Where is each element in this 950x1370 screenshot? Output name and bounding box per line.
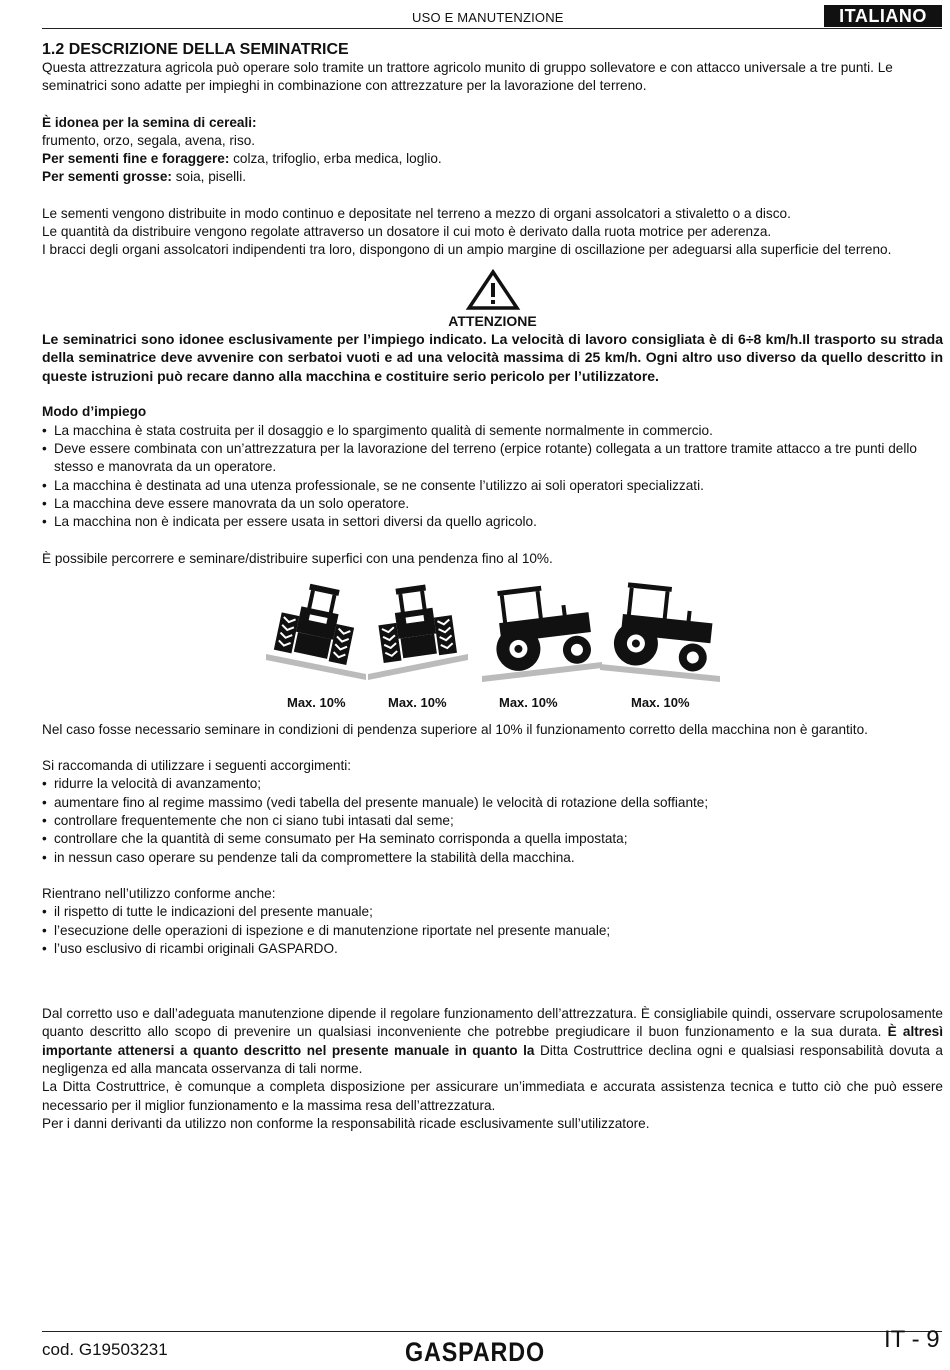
slope-paragraph: È possibile percorrere e seminare/distribuire superfici con una pendenza fino al 10%. xyxy=(42,550,553,566)
warning-block xyxy=(42,270,943,330)
closing-bold-text: È altresì importante attenersi a quanto descritto nel presente manuale in quanto la xyxy=(42,1024,943,1058)
list-item: • l’uso esclusivo di ricambi originali GASPARDO. xyxy=(42,940,943,958)
closing-paragraph-1 xyxy=(42,1005,943,1078)
slope-label: Max. 10% xyxy=(499,694,558,710)
list-item: • Deve essere combinata con un’attrezzatura per la lavorazione del terreno (erpice rotante) collegata a un trattore tramite attacco a tre punti dello stesso e manovrata da un operatore. xyxy=(42,440,943,477)
distribution-line-1: Le sementi vengono distribuite in modo continuo e depositate nel terreno a mezzo di organi assolcatori a stivaletto o a disco. xyxy=(42,205,791,221)
language-badge: ITALIANO xyxy=(824,5,942,27)
large-seeds-list: soia, piselli. xyxy=(171,169,246,185)
slope-label: Max. 10% xyxy=(287,694,346,710)
header-divider xyxy=(42,28,942,29)
distribution-line-2: Le quantità da distribuire vengono regolate attraverso un dosatore il cui moto è derivato dalla ruota motrice per aderenza. xyxy=(42,224,772,240)
recommend-heading: Si raccomanda di utilizzare i seguenti accorgimenti: xyxy=(42,758,352,774)
list-item: • La macchina è destinata ad una utenza professionale, se ne consente l’utilizzo ai soli operatori specializzati. xyxy=(42,477,943,495)
list-item: • controllare frequentemente che non ci siano tubi intasati dal seme; xyxy=(42,812,943,830)
list-item: • in nessun caso operare su pendenze tali da compromettere la stabilità della macchina. xyxy=(42,849,943,867)
large-seeds-label: Per sementi grosse: xyxy=(42,169,172,185)
slope-label: Max. 10% xyxy=(388,694,447,710)
cereals-heading: È idonea per la semina di cereali: xyxy=(42,114,257,130)
gaspardo-logo xyxy=(405,1336,547,1366)
tractor-side-slope-icon xyxy=(482,584,602,684)
list-item: • La macchina non è indicata per essere usata in settori diversi da quello agricolo. xyxy=(42,513,943,531)
list-item: • La macchina è stata costruita per il dosaggio e lo spargimento qualità di semente normalmente in commercio. xyxy=(42,422,943,440)
slope-illustrations xyxy=(42,584,943,712)
header-section-label: USO E MANUTENZIONE xyxy=(412,10,564,25)
steep-slope-paragraph: Nel caso fosse necessario seminare in condizioni di pendenza superiore al 10% il funzionamento corretto della macchina non è garantito. xyxy=(42,721,868,737)
list-item: • La macchina deve essere manovrata da un solo operatore. xyxy=(42,495,943,513)
tractor-front-slope-icon xyxy=(266,584,366,684)
distribution-line-3: I bracci degli organi assolcatori indipendenti tra loro, dispongono di un ampio margine di oscillazione per adeguarsi alla superficie del terreno. xyxy=(42,242,892,258)
tractor-side-slope-icon xyxy=(600,584,720,684)
recommend-list xyxy=(42,775,943,866)
list-item: • aumentare fino al regime massimo (vedi tabella del presente manuale) le velocità di rotazione della soffiante; xyxy=(42,794,943,812)
warning-triangle-icon xyxy=(467,270,519,310)
conform-heading: Rientrano nell’utilizzo conforme anche: xyxy=(42,885,276,901)
page-number: IT - 9 xyxy=(884,1326,940,1353)
svg-text:GASPARDO: GASPARDO xyxy=(405,1337,545,1367)
tractor-front-slope-icon xyxy=(368,584,468,684)
page-content xyxy=(42,40,943,1133)
fine-seeds-list: colza, trifoglio, erba medica, loglio. xyxy=(229,151,442,167)
closing-paragraph-2: La Ditta Costruttrice, è comunque a completa disposizione per assicurare un’immediata e accurata assistenza tecnica e tutto ciò che può essere necessario per il miglior funzionamento e la massima resa dell’attrezzatura. xyxy=(42,1079,943,1113)
document-code: cod. G19503231 xyxy=(42,1340,168,1359)
fine-seeds-label: Per sementi fine e foraggere: xyxy=(42,151,230,167)
footer-divider xyxy=(42,1331,942,1332)
warning-text: Le seminatrici sono idonee esclusivamente per l’impiego indicato. La velocità di lavoro consigliata è di 6÷8 km/h.Il trasporto su strada della seminatrice deve avvenire con serbatoi vuoti e ad una velocità massima di 25 km/h. Ogni altro uso diverso da quello descritto in queste istruzioni può recare danno alla macchina e costituire serio pericolo per l’utilizzatore. xyxy=(42,330,943,384)
closing-text: Ditta Costruttrice declina ogni e qualsiasi responsabilità dovuta a negligenza ed alla mancata osservanza di tali norme. xyxy=(42,1042,943,1076)
slope-label: Max. 10% xyxy=(631,694,690,710)
list-item: • controllare che la quantità di seme consumato per Ha seminato corrisponda a quella impostata; xyxy=(42,830,943,848)
large-seeds-line xyxy=(42,168,943,186)
usage-heading: Modo d’impiego xyxy=(42,404,147,420)
intro-paragraph: Questa attrezzatura agricola può operare solo tramite un trattore agricolo munito di gruppo sollevatore e con attacco universale a tre punti. Le seminatrici sono adatte per impieghi in combinazione con attrezzature per la lavorazione del terreno. xyxy=(42,60,893,94)
fine-seeds-line xyxy=(42,150,943,168)
section-title: 1.2 DESCRIZIONE DELLA SEMINATRICE xyxy=(42,41,349,58)
closing-text: Dal corretto uso e dall’adeguata manutenzione dipende il regolare funzionamento dell’attrezzatura. È consigliabile quindi, osservare scrupolosamente quanto descritto allo scopo di prevenire un qualsiasi inconveniente che potrebbe pregiudicare il buon funzionamento e la sua durata. xyxy=(42,1006,943,1040)
list-item: • l’esecuzione delle operazioni di ispezione e di manutenzione riportate nel presente manuale; xyxy=(42,922,943,940)
list-item: • il rispetto di tutte le indicazioni del presente manuale; xyxy=(42,903,943,921)
closing-paragraph-3: Per i danni derivanti da utilizzo non conforme la responsabilità ricade esclusivamente sull’utilizzatore. xyxy=(42,1115,650,1131)
usage-list xyxy=(42,422,943,532)
cereals-list: frumento, orzo, segala, avena, riso. xyxy=(42,132,256,148)
conform-list xyxy=(42,903,943,958)
warning-title: ATTENZIONE xyxy=(448,312,537,329)
list-item: • ridurre la velocità di avanzamento; xyxy=(42,775,943,793)
